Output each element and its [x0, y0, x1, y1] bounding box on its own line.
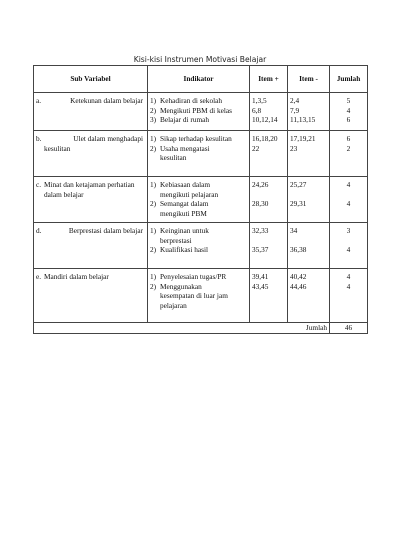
- header-indikator: Indikator: [148, 66, 250, 93]
- item-minus-cell: [288, 223, 330, 269]
- indicator-label: Sikap terhadap kesulitan: [160, 134, 232, 143]
- item-plus-cell: [250, 223, 288, 269]
- indikator-cell: [148, 223, 250, 269]
- item-plus-cell: [250, 93, 288, 131]
- indicator-label: Mengikuti PBM di kelas: [160, 105, 232, 115]
- sub-letter: a.: [36, 96, 42, 105]
- jumlah-value: 6: [346, 134, 351, 143]
- header-item-plus: Item +: [250, 66, 288, 93]
- header-item-minus: Item -: [288, 66, 330, 93]
- item-minus-value: 44,46: [290, 281, 307, 291]
- sub-letter: b.: [36, 134, 42, 143]
- item-plus-cell: [250, 269, 288, 323]
- table-title: Kisi-kisi Instrumen Motivasi Belajar: [133, 55, 267, 64]
- indicator-label: Belajar di rumah: [160, 115, 210, 125]
- jumlah-value: 6: [346, 115, 351, 125]
- sub-variabel-cell: [34, 131, 148, 177]
- item-minus-value: 34: [290, 226, 298, 235]
- item-plus-value: 16,18,20: [252, 134, 278, 143]
- item-minus-value: 36,38: [290, 245, 307, 255]
- indicator-label: Kehadiran di sekolah: [160, 96, 223, 105]
- sub-variabel-cell: [34, 93, 148, 131]
- item-plus-value: 24,26: [252, 180, 269, 189]
- jumlah-value: 4: [346, 199, 351, 209]
- item-minus-value: 7,9: [290, 105, 300, 115]
- indicator-number: 2): [150, 143, 157, 153]
- item-plus-value: 39,41: [252, 272, 269, 281]
- jumlah-value: 4: [346, 105, 351, 115]
- item-minus-cell: [288, 177, 330, 223]
- jumlah-value: 3: [346, 226, 351, 235]
- indicator-label-cont: pelajaran: [160, 300, 187, 310]
- item-minus-value: 29,31: [290, 199, 307, 209]
- item-plus-cell: [250, 177, 288, 223]
- indicator-number: 1): [150, 226, 157, 235]
- sub-letter: c.: [36, 180, 42, 189]
- table-row-a: [34, 93, 368, 131]
- indicator-number: 2): [150, 245, 157, 255]
- item-minus-value: 11,13,15: [290, 115, 316, 125]
- jumlah-value: 4: [346, 281, 351, 291]
- indicator-number: 1): [150, 272, 157, 281]
- jumlah-cell: [330, 131, 368, 177]
- jumlah-value: 2: [346, 143, 351, 153]
- sub-label: Ketekunan dalam belajar: [70, 96, 143, 105]
- sub-label: Ulet dalam menghadapi: [73, 134, 143, 143]
- total-row: [34, 323, 368, 334]
- sub-label: Mandiri dalam belajar: [44, 272, 109, 281]
- jumlah-value: 4: [346, 180, 351, 189]
- indicator-label: Menggunakan: [160, 281, 202, 291]
- indicator-label-cont: mengikuti PBM: [160, 208, 207, 218]
- indicator-label-cont: berprestasi: [160, 235, 192, 245]
- indicator-label: Keinginan untuk: [160, 226, 209, 235]
- item-plus-value: 1,3,5: [252, 96, 267, 105]
- indicator-number: 2): [150, 199, 157, 209]
- sub-variabel-cell: [34, 223, 148, 269]
- item-minus-value: 17,19,21: [290, 134, 316, 143]
- item-plus-value: 10,12,14: [252, 115, 278, 125]
- sub-letter: d.: [36, 226, 42, 235]
- indicator-label-cont: mengikuti pelajaran: [160, 189, 219, 199]
- indicator-label-cont: kesulitan: [160, 153, 187, 163]
- indicator-label: Kualifikasi hasil: [160, 245, 209, 255]
- indicator-label-cont: kesempatan di luar jam: [160, 291, 228, 301]
- item-plus-value: 35,37: [252, 245, 269, 255]
- item-minus-cell: [288, 93, 330, 131]
- table-row-b: [34, 131, 368, 177]
- jumlah-cell: [330, 93, 368, 131]
- item-plus-value: 28,30: [252, 199, 269, 209]
- total-label: Jumlah: [34, 323, 330, 334]
- header-row: [34, 66, 368, 93]
- item-minus-cell: [288, 269, 330, 323]
- indicator-number: 1): [150, 180, 157, 189]
- sub-label: Berprestasi dalam belajar: [68, 226, 143, 235]
- header-jumlah: Jumlah: [330, 66, 368, 93]
- sub-letter: e.: [36, 272, 42, 281]
- indicator-label: Kebiasaan dalam: [160, 180, 211, 189]
- indicator-label: Semangat dalam: [160, 199, 209, 209]
- item-minus-value: 2,4: [290, 96, 300, 105]
- jumlah-value: 4: [346, 245, 351, 255]
- item-plus-value: 22: [252, 143, 260, 153]
- indicator-number: 3): [150, 115, 157, 125]
- indicator-number: 2): [150, 281, 157, 291]
- indicator-number: 2): [150, 105, 157, 115]
- jumlah-cell: [330, 223, 368, 269]
- jumlah-value: 4: [346, 272, 351, 281]
- table-row-e: [34, 269, 368, 323]
- item-minus-value: 23: [290, 143, 298, 153]
- indikator-cell: [148, 269, 250, 323]
- jumlah-cell: [330, 269, 368, 323]
- total-value: 46: [330, 323, 368, 334]
- sub-variabel-cell: [34, 177, 148, 223]
- table-row-d: [34, 223, 368, 269]
- instrument-table: [33, 65, 368, 334]
- item-plus-cell: [250, 131, 288, 177]
- item-minus-cell: [288, 131, 330, 177]
- sub-label-cont: kesulitan: [44, 143, 71, 153]
- jumlah-cell: [330, 177, 368, 223]
- sub-label-cont: dalam belajar: [44, 189, 84, 199]
- item-plus-value: 43,45: [252, 281, 269, 291]
- item-minus-value: 25,27: [290, 180, 307, 189]
- sub-variabel-cell: [34, 269, 148, 323]
- indikator-cell: [148, 131, 250, 177]
- indikator-cell: [148, 177, 250, 223]
- item-plus-value: 6,8: [252, 105, 262, 115]
- indicator-number: 1): [150, 134, 157, 143]
- indicator-number: 1): [150, 96, 157, 105]
- indicator-label: Usaha mengatasi: [160, 143, 210, 153]
- indikator-cell: [148, 93, 250, 131]
- item-minus-value: 40,42: [290, 272, 307, 281]
- indicator-label: Penyelesaian tugas/PR: [160, 272, 227, 281]
- jumlah-value: 5: [346, 96, 351, 105]
- item-plus-value: 32,33: [252, 226, 269, 235]
- table-row-c: [34, 177, 368, 223]
- sub-label: Minat dan ketajaman perhatian: [44, 180, 135, 189]
- header-sub-variabel: Sub Variabel: [34, 66, 148, 93]
